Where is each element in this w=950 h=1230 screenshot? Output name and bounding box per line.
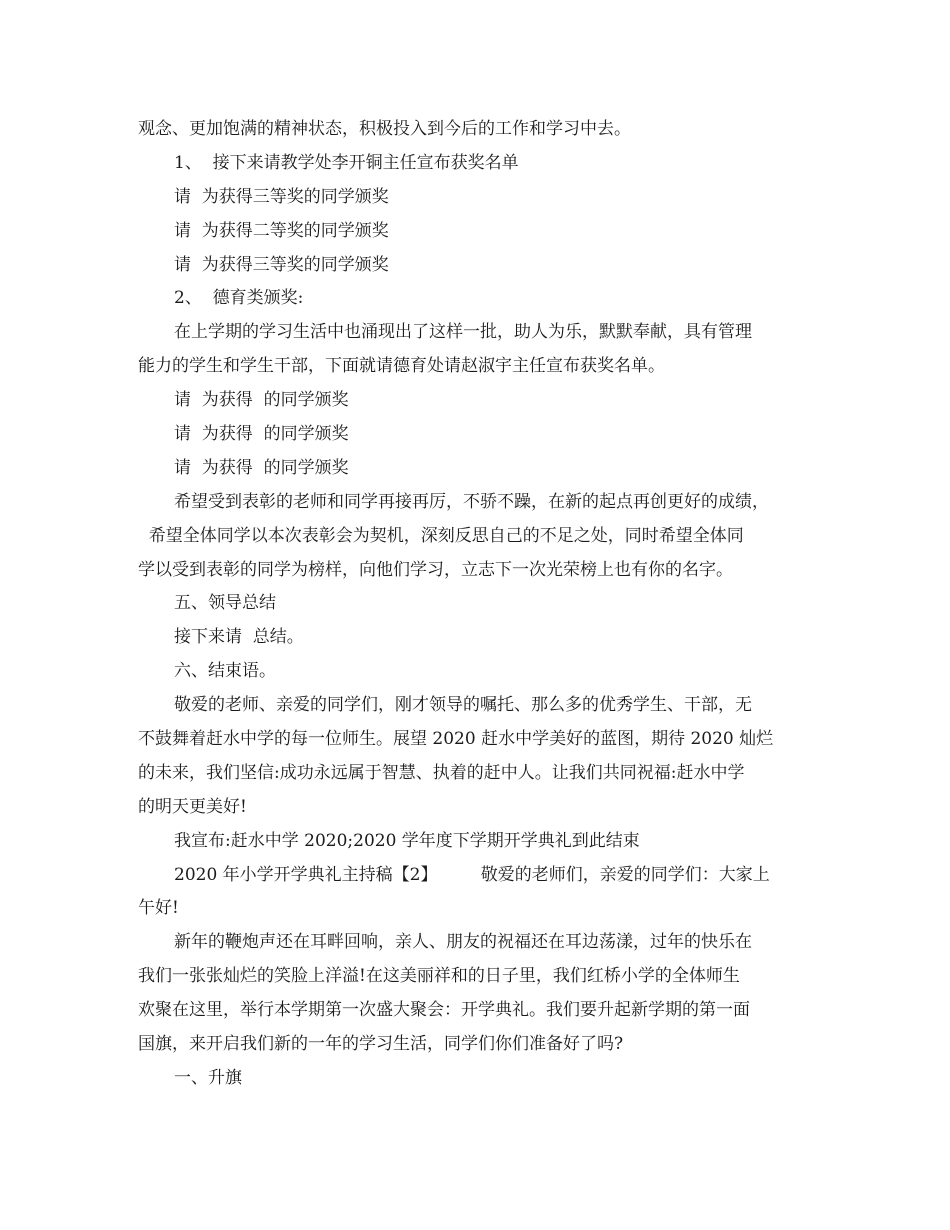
text-line: 2、 德育类颁奖: <box>174 288 304 309</box>
text-line: 1、 接下来请教学处李开铜主任宣布获奖名单 <box>174 152 519 173</box>
text-line: 的未来，我们坚信:成功永远属于智慧、执着的赶中人。让我们共同祝福:赶水中学 <box>138 762 745 783</box>
text-line: 请 为获得 的同学颁奖 <box>174 457 349 478</box>
text-line: 的明天更美好! <box>138 796 247 817</box>
text-line: 请 为获得二等奖的同学颁奖 <box>174 220 389 241</box>
text-line: 请 为获得三等奖的同学颁奖 <box>174 186 389 207</box>
text-line: 请 为获得 的同学颁奖 <box>174 390 349 411</box>
text-line: 敬爱的老师、亲爱的同学们，刚才领导的嘱托、那么多的优秀学生、干部，无 <box>174 695 752 716</box>
text-line: 学以受到表彰的同学为榜样，向他们学习，立志下一次光荣榜上也有你的名字。 <box>138 559 733 580</box>
text-line: 不鼓舞着赶水中学的每一位师生。展望 2020 赶水中学美好的蓝图，期待 2020 灿烂 <box>138 729 774 750</box>
text-line: 我宣布:赶水中学 2020;2020 学年度下学期开学典礼到此结束 <box>174 830 640 851</box>
text-line: 接下来请 总结。 <box>174 627 304 648</box>
text-line: 观念、更加饱满的精神状态，积极投入到今后的工作和学习中去。 <box>138 119 631 139</box>
text-line: 新年的鞭炮声还在耳畔回响，亲人、朋友的祝福还在耳边荡漾，过年的快乐在 <box>174 932 752 953</box>
text-line: 五、领导总结 <box>174 593 276 614</box>
text-line: 国旗，来开启我们新的一年的学习生活，同学们你们准备好了吗? <box>138 1034 624 1055</box>
text-line: 六、结束语。 <box>174 661 276 682</box>
text-line: 请 为获得三等奖的同学颁奖 <box>174 254 389 275</box>
text-line: 希望全体同学以本次表彰会为契机，深刻反思自己的不足之处，同时希望全体同 <box>138 525 744 546</box>
text-line: 一、升旗 <box>174 1067 242 1088</box>
text-line: 请 为获得 的同学颁奖 <box>174 424 349 445</box>
text-line: 欢聚在这里，举行本学期第一次盛大聚会：开学典礼。我们要升起新学期的第一面 <box>138 1000 750 1021</box>
text-line: 希望受到表彰的老师和同学再接再厉，不骄不躁，在新的起点再创更好的成绩， <box>174 491 769 512</box>
document-body <box>138 113 818 1096</box>
text-line: 能力的学生和学生干部，下面就请德育处请赵淑宇主任宣布获奖名单。 <box>138 356 665 377</box>
text-line: 2020 年小学开学典礼主持稿【2】 敬爱的老师们，亲爱的同学们：大家上 <box>174 864 770 885</box>
text-line: 在上学期的学习生活中也涌现出了这样一批，助人为乐，默默奉献，具有管理 <box>174 322 752 343</box>
text-line: 我们一张张灿烂的笑脸上洋溢!在这美丽祥和的日子里，我们红桥小学的全体师生 <box>138 966 740 987</box>
text-line: 午好! <box>138 898 179 919</box>
